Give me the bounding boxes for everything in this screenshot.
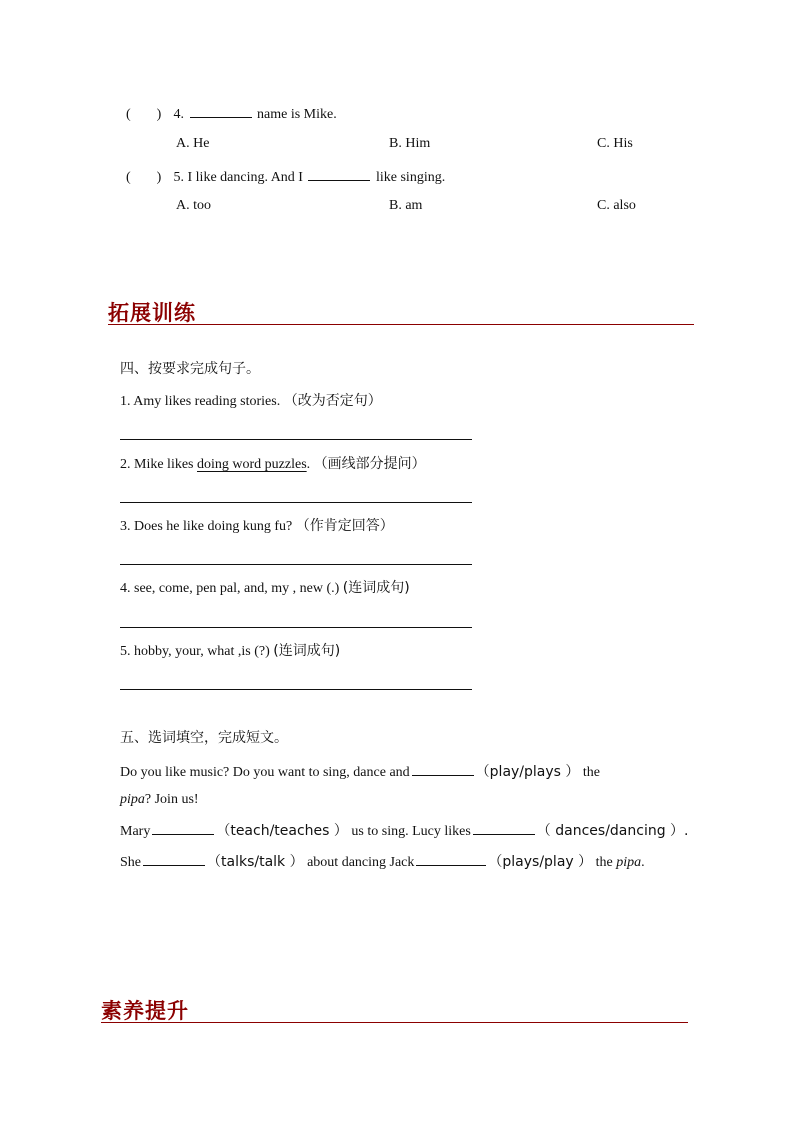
section-divider xyxy=(108,324,694,325)
section-title-extension: 拓展训练 xyxy=(108,301,196,325)
section-divider xyxy=(101,1022,688,1023)
question-number: 4. xyxy=(173,107,184,122)
passage-text: the xyxy=(595,855,613,870)
answer-line[interactable] xyxy=(120,502,472,503)
answer-paren-open: ( xyxy=(126,170,131,185)
word-choice: （teach/teaches ） xyxy=(216,823,348,839)
passage-text: . xyxy=(641,855,645,870)
answer-paren-open: ( xyxy=(126,107,131,122)
passage-text: Do you like music? Do you want to sing, dance and xyxy=(120,765,410,780)
passage-text: She xyxy=(120,855,141,870)
question-text: like singing. xyxy=(375,170,446,185)
fill-blank[interactable] xyxy=(190,103,252,118)
item-text: 3. Does he like doing kung fu? xyxy=(120,519,293,534)
item-text: 4. see, come, pen pal, and, my , new (.) xyxy=(120,581,340,596)
passage-text: ? Join us! xyxy=(144,792,199,807)
passage-line-4 xyxy=(120,851,645,872)
part4-heading: 四、按要求完成句子。 xyxy=(120,361,260,377)
passage-line-1 xyxy=(120,761,600,782)
item-text: 5. hobby, your, what ,is (?) xyxy=(120,644,270,659)
question-number: 5. xyxy=(173,170,184,185)
passage-italic-word: pipa xyxy=(616,855,642,870)
item-instruction: (连词成句) xyxy=(273,643,341,659)
fill-blank[interactable] xyxy=(473,820,535,835)
fill-blank[interactable] xyxy=(412,761,474,776)
passage-text: about dancing Jack xyxy=(307,855,415,870)
passage-line-3 xyxy=(120,820,689,841)
part4-item-5 xyxy=(120,642,340,661)
underlined-phrase: doing word puzzles xyxy=(197,457,307,472)
section-title-literacy: 素养提升 xyxy=(101,999,189,1023)
item-instruction: (连词成句) xyxy=(342,580,410,596)
option-c: C. His xyxy=(597,136,633,151)
word-choice: （plays/play ） xyxy=(488,854,593,870)
answer-paren-close: ) xyxy=(156,107,162,122)
item-text: 1. Amy likes reading stories. xyxy=(120,394,281,409)
mc-question-4 xyxy=(126,103,337,124)
question-text: name is Mike. xyxy=(257,107,337,122)
passage-italic-word: pipa xyxy=(120,792,145,807)
word-choice: （play/plays ） xyxy=(475,764,580,780)
word-choice: （talks/talk ） xyxy=(207,854,304,870)
item-instruction: （作肯定回答） xyxy=(295,518,394,534)
item-text: 2. Mike likes xyxy=(120,457,194,472)
answer-line[interactable] xyxy=(120,439,472,440)
item-text: . xyxy=(306,457,311,472)
answer-line[interactable] xyxy=(120,627,472,628)
part4-item-3 xyxy=(120,517,394,536)
passage-text: us to sing. Lucy likes xyxy=(351,824,471,839)
option-a: A. too xyxy=(176,198,211,213)
fill-blank[interactable] xyxy=(143,851,205,866)
option-c: C. also xyxy=(597,198,636,213)
item-instruction: （改为否定句） xyxy=(283,393,382,409)
part5-heading: 五、选词填空，完成短文。 xyxy=(120,730,288,746)
part4-item-1 xyxy=(120,392,382,411)
answer-paren-close: ) xyxy=(156,170,162,185)
option-b: B. Him xyxy=(389,136,431,151)
question-text: I like dancing. And I xyxy=(187,170,303,185)
fill-blank[interactable] xyxy=(308,166,370,181)
fill-blank[interactable] xyxy=(152,820,214,835)
item-instruction: （画线部分提问） xyxy=(313,456,426,472)
passage-line-2 xyxy=(120,791,199,809)
passage-text: Mary xyxy=(120,824,151,839)
option-b: B. am xyxy=(389,198,423,213)
part4-item-4 xyxy=(120,579,410,598)
fill-blank[interactable] xyxy=(416,851,486,866)
answer-line[interactable] xyxy=(120,564,472,565)
part4-item-2 xyxy=(120,455,426,474)
mc-question-5 xyxy=(126,166,445,187)
word-choice: （ dances/dancing ）. xyxy=(536,823,689,839)
passage-text: the xyxy=(582,765,601,780)
answer-line[interactable] xyxy=(120,689,472,690)
option-a: A. He xyxy=(176,136,210,151)
